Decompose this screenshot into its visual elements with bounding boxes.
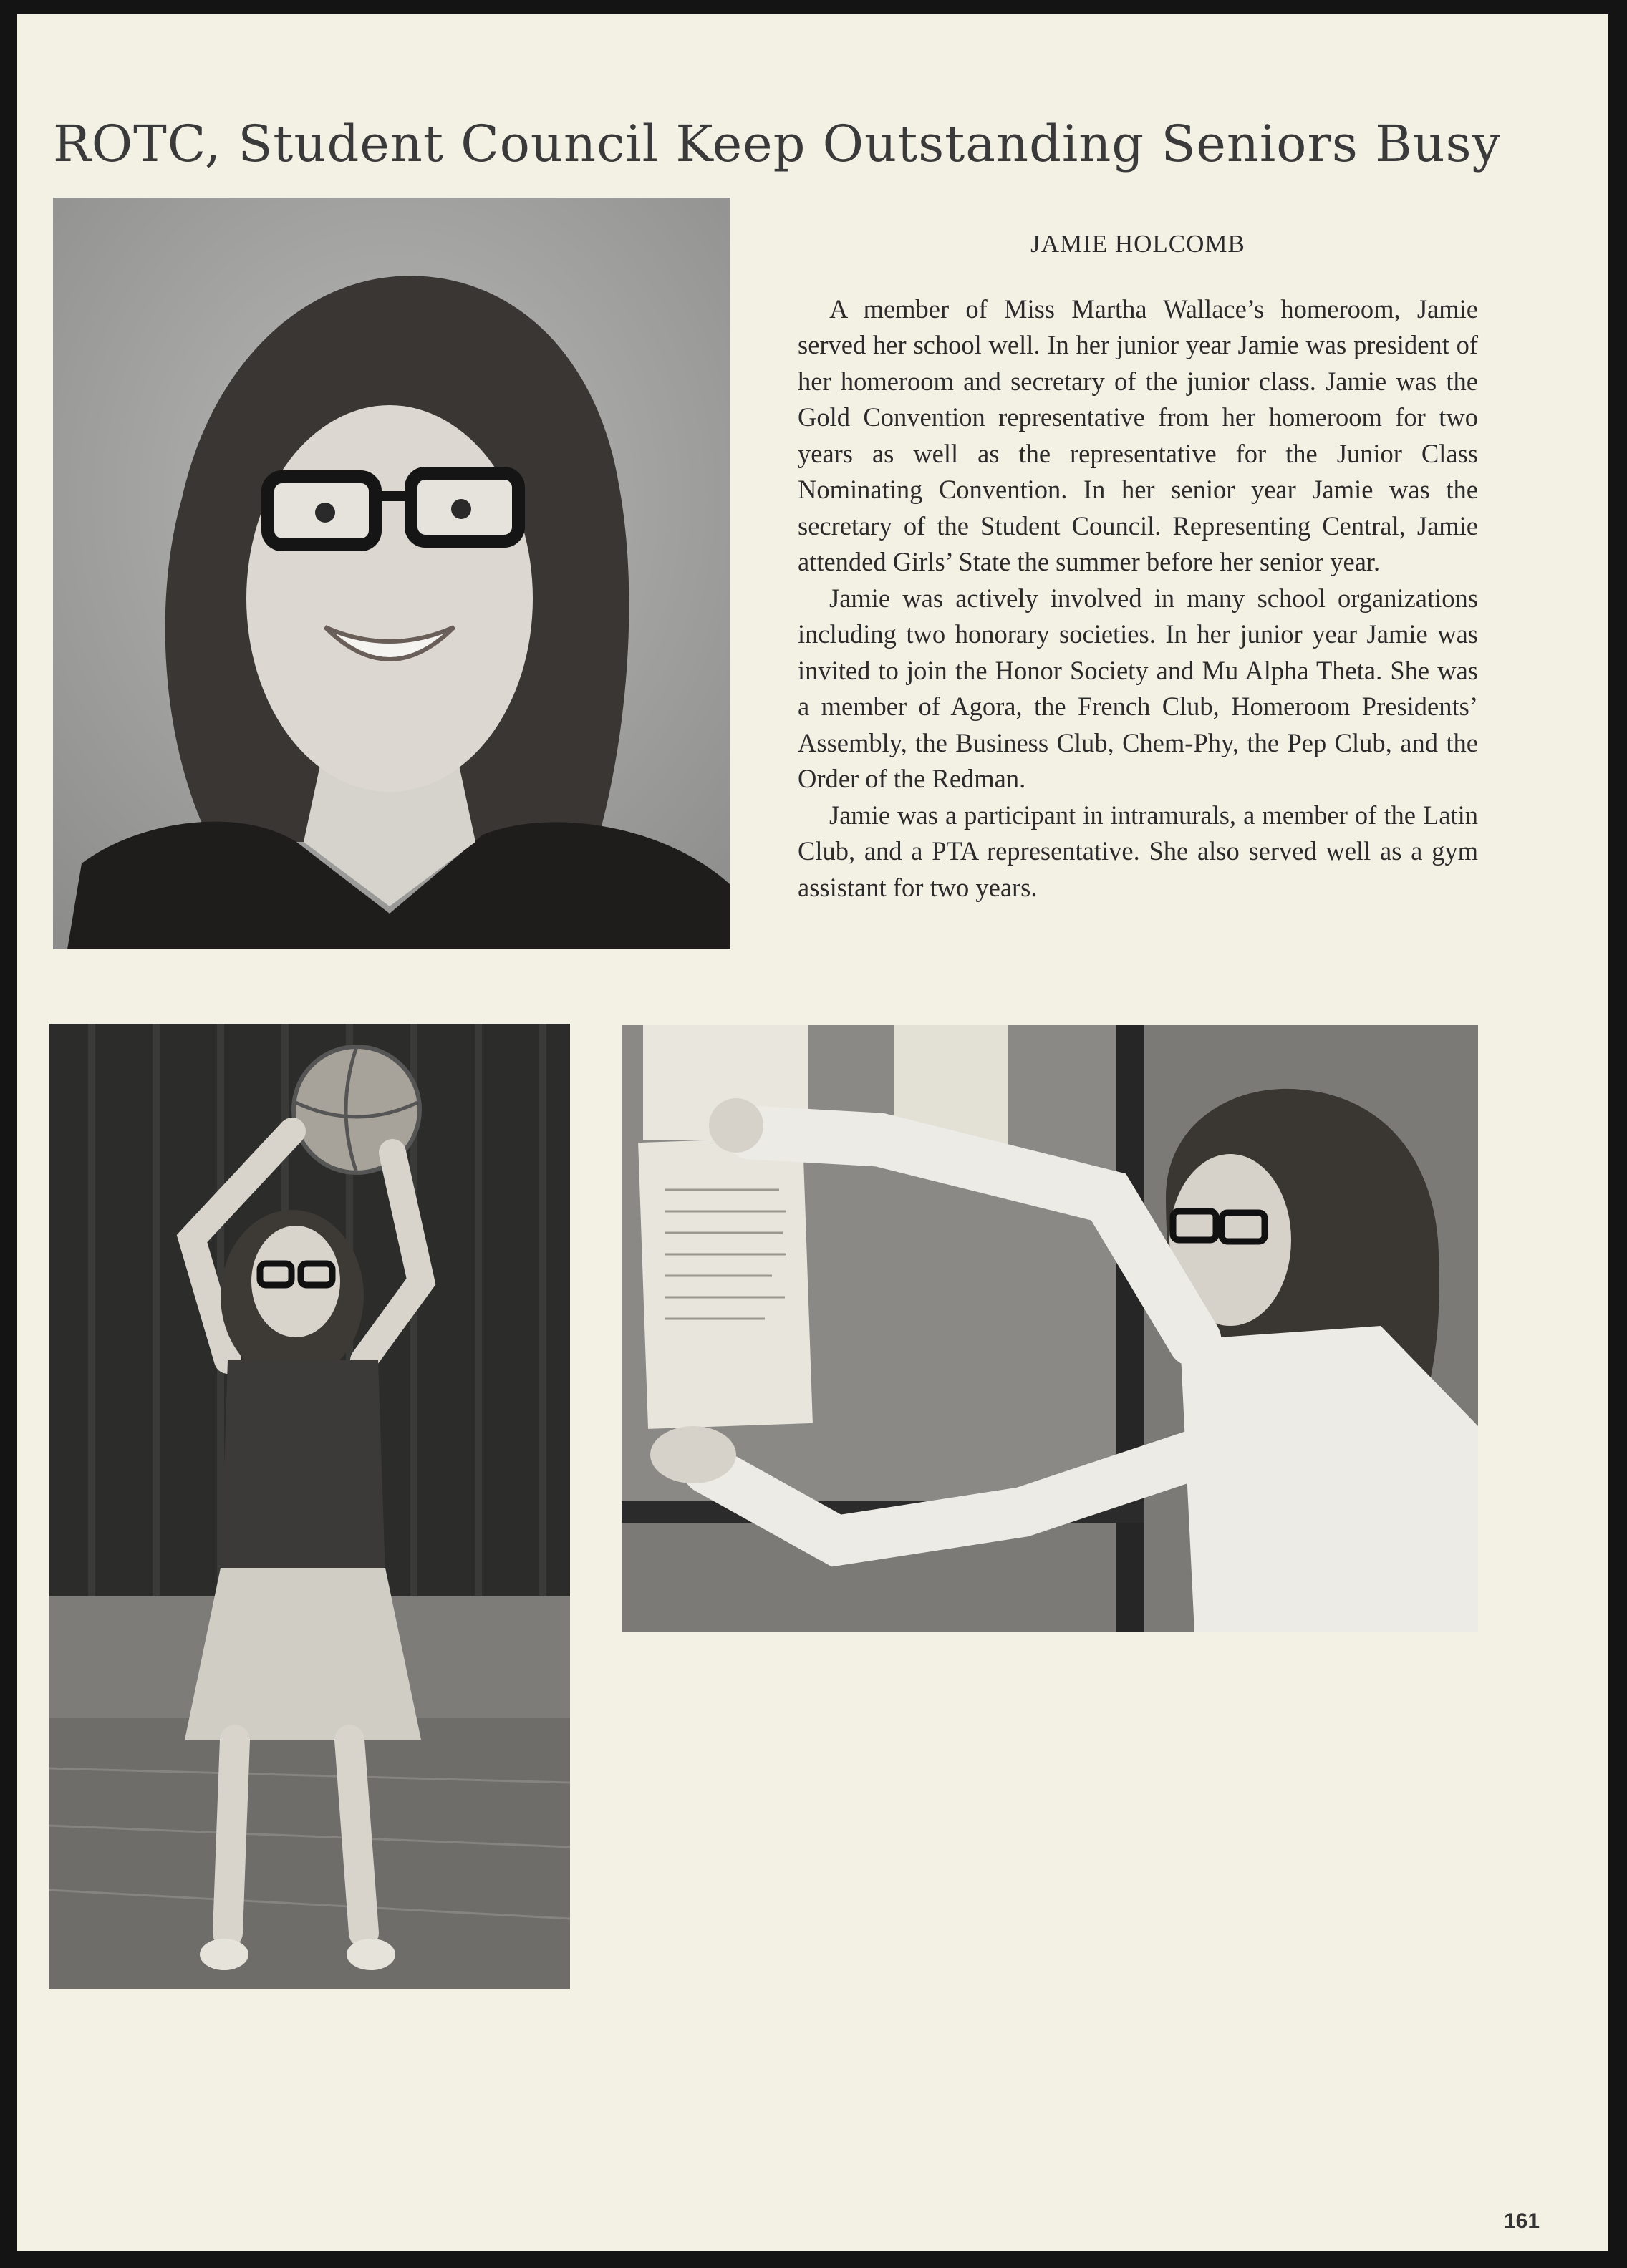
portrait-photo bbox=[53, 198, 730, 949]
profile-article bbox=[798, 226, 1478, 906]
bulletin-board-photo bbox=[622, 1025, 1478, 1632]
bulletin-board-illustration bbox=[622, 1025, 1478, 1632]
basketball-photo bbox=[49, 1024, 570, 1989]
page-heading: ROTC, Student Council Keep Outstanding Seniors Busy bbox=[53, 115, 1502, 173]
page-number: 161 bbox=[1504, 2209, 1540, 2233]
portrait-illustration bbox=[53, 198, 730, 949]
student-name: JAMIE HOLCOMB bbox=[1030, 230, 1245, 258]
article-paragraph: Jamie was a participant in intramurals, a member of the Latin Club, and a PTA representative. She also served well as a gym assistant for two years. bbox=[798, 800, 1478, 902]
yearbook-page bbox=[17, 14, 1608, 2251]
basketball-illustration bbox=[49, 1024, 570, 1989]
article-paragraph: Jamie was actively involved in many school organizations including two honorary societies. In her junior year Jamie was invited to join the Honor Society and Mu Alpha Theta. She was a member of Agora, the French Club, Homeroom Presidents’ Assembly, the Business Club, Chem-Phy, the Pep Club, and the Order of the Redman. bbox=[798, 583, 1478, 793]
article-paragraph: A member of Miss Martha Wallace’s homeroom, Jamie served her school well. In her junior year Jamie was president of her homeroom and secretary of the junior class. Jamie was the Gold Convention representative from her homeroom for two years as well as the representative for the Junior Class Nominating Convention. In her senior year Jamie was the secretary of the Student Council. Representing Central, Jamie attended Girls’ State the summer before her senior year. bbox=[798, 294, 1478, 576]
